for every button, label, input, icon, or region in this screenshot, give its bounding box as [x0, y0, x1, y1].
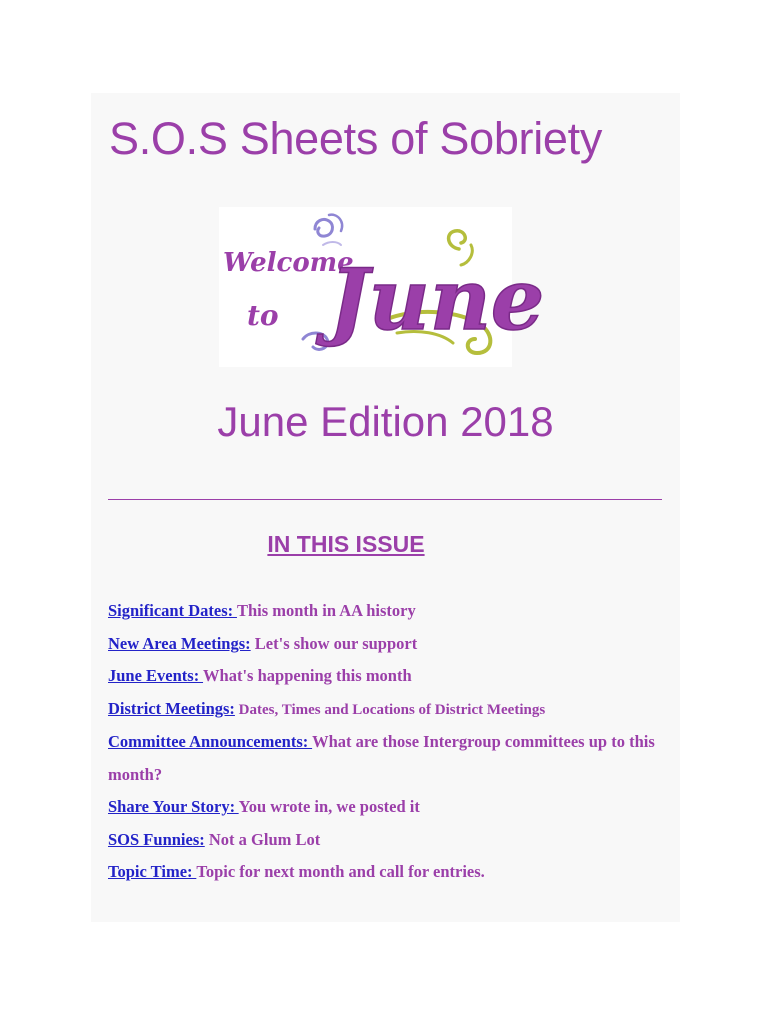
share-your-story-link[interactable]: Share Your Story:	[108, 797, 239, 816]
item-description: What are those Intergroup committees up to this month?	[108, 732, 655, 784]
welcome-june-banner	[219, 207, 545, 367]
topic-time-link[interactable]: Topic Time:	[108, 862, 197, 881]
list-item	[108, 824, 668, 857]
swirl-ornament-icon	[315, 215, 342, 245]
edition-heading: June Edition 2018	[217, 398, 554, 445]
list-item	[108, 856, 668, 889]
sos-funnies-link[interactable]: SOS Funnies:	[108, 829, 205, 849]
item-description: This month in AA history	[236, 601, 416, 620]
item-description: Let's show our support	[250, 633, 418, 653]
item-description: Topic for next month and call for entries.	[196, 862, 485, 881]
new-area-meetings-link[interactable]: New Area Meetings:	[108, 633, 251, 653]
committee-announcements-link[interactable]: Committee Announcements:	[108, 732, 313, 751]
banner-june-text: June	[329, 250, 545, 349]
list-item	[108, 595, 668, 628]
district-meetings-link[interactable]: District Meetings:	[108, 698, 235, 718]
newsletter-title: S.O.S Sheets of Sobriety	[109, 113, 603, 164]
list-item	[108, 660, 668, 693]
item-description: Dates, Times and Locations of District Meetings	[234, 701, 546, 718]
item-description: Not a Glum Lot	[204, 829, 321, 849]
list-item	[108, 628, 668, 661]
list-item	[108, 791, 668, 824]
item-description: What's happening this month	[203, 666, 412, 685]
list-item	[108, 693, 668, 727]
significant-dates-link[interactable]: Significant Dates:	[108, 601, 237, 620]
issue-contents-list	[108, 595, 668, 889]
in-this-issue-heading: IN THIS ISSUE	[267, 531, 425, 557]
banner-welcome-text: Welcome	[223, 248, 354, 278]
newsletter-page	[91, 93, 680, 922]
list-item	[108, 726, 668, 791]
banner-to-text: to	[247, 299, 279, 332]
june-events-link[interactable]: June Events:	[108, 666, 204, 685]
divider-line	[108, 499, 662, 500]
item-description: You wrote in, we posted it	[238, 797, 420, 816]
